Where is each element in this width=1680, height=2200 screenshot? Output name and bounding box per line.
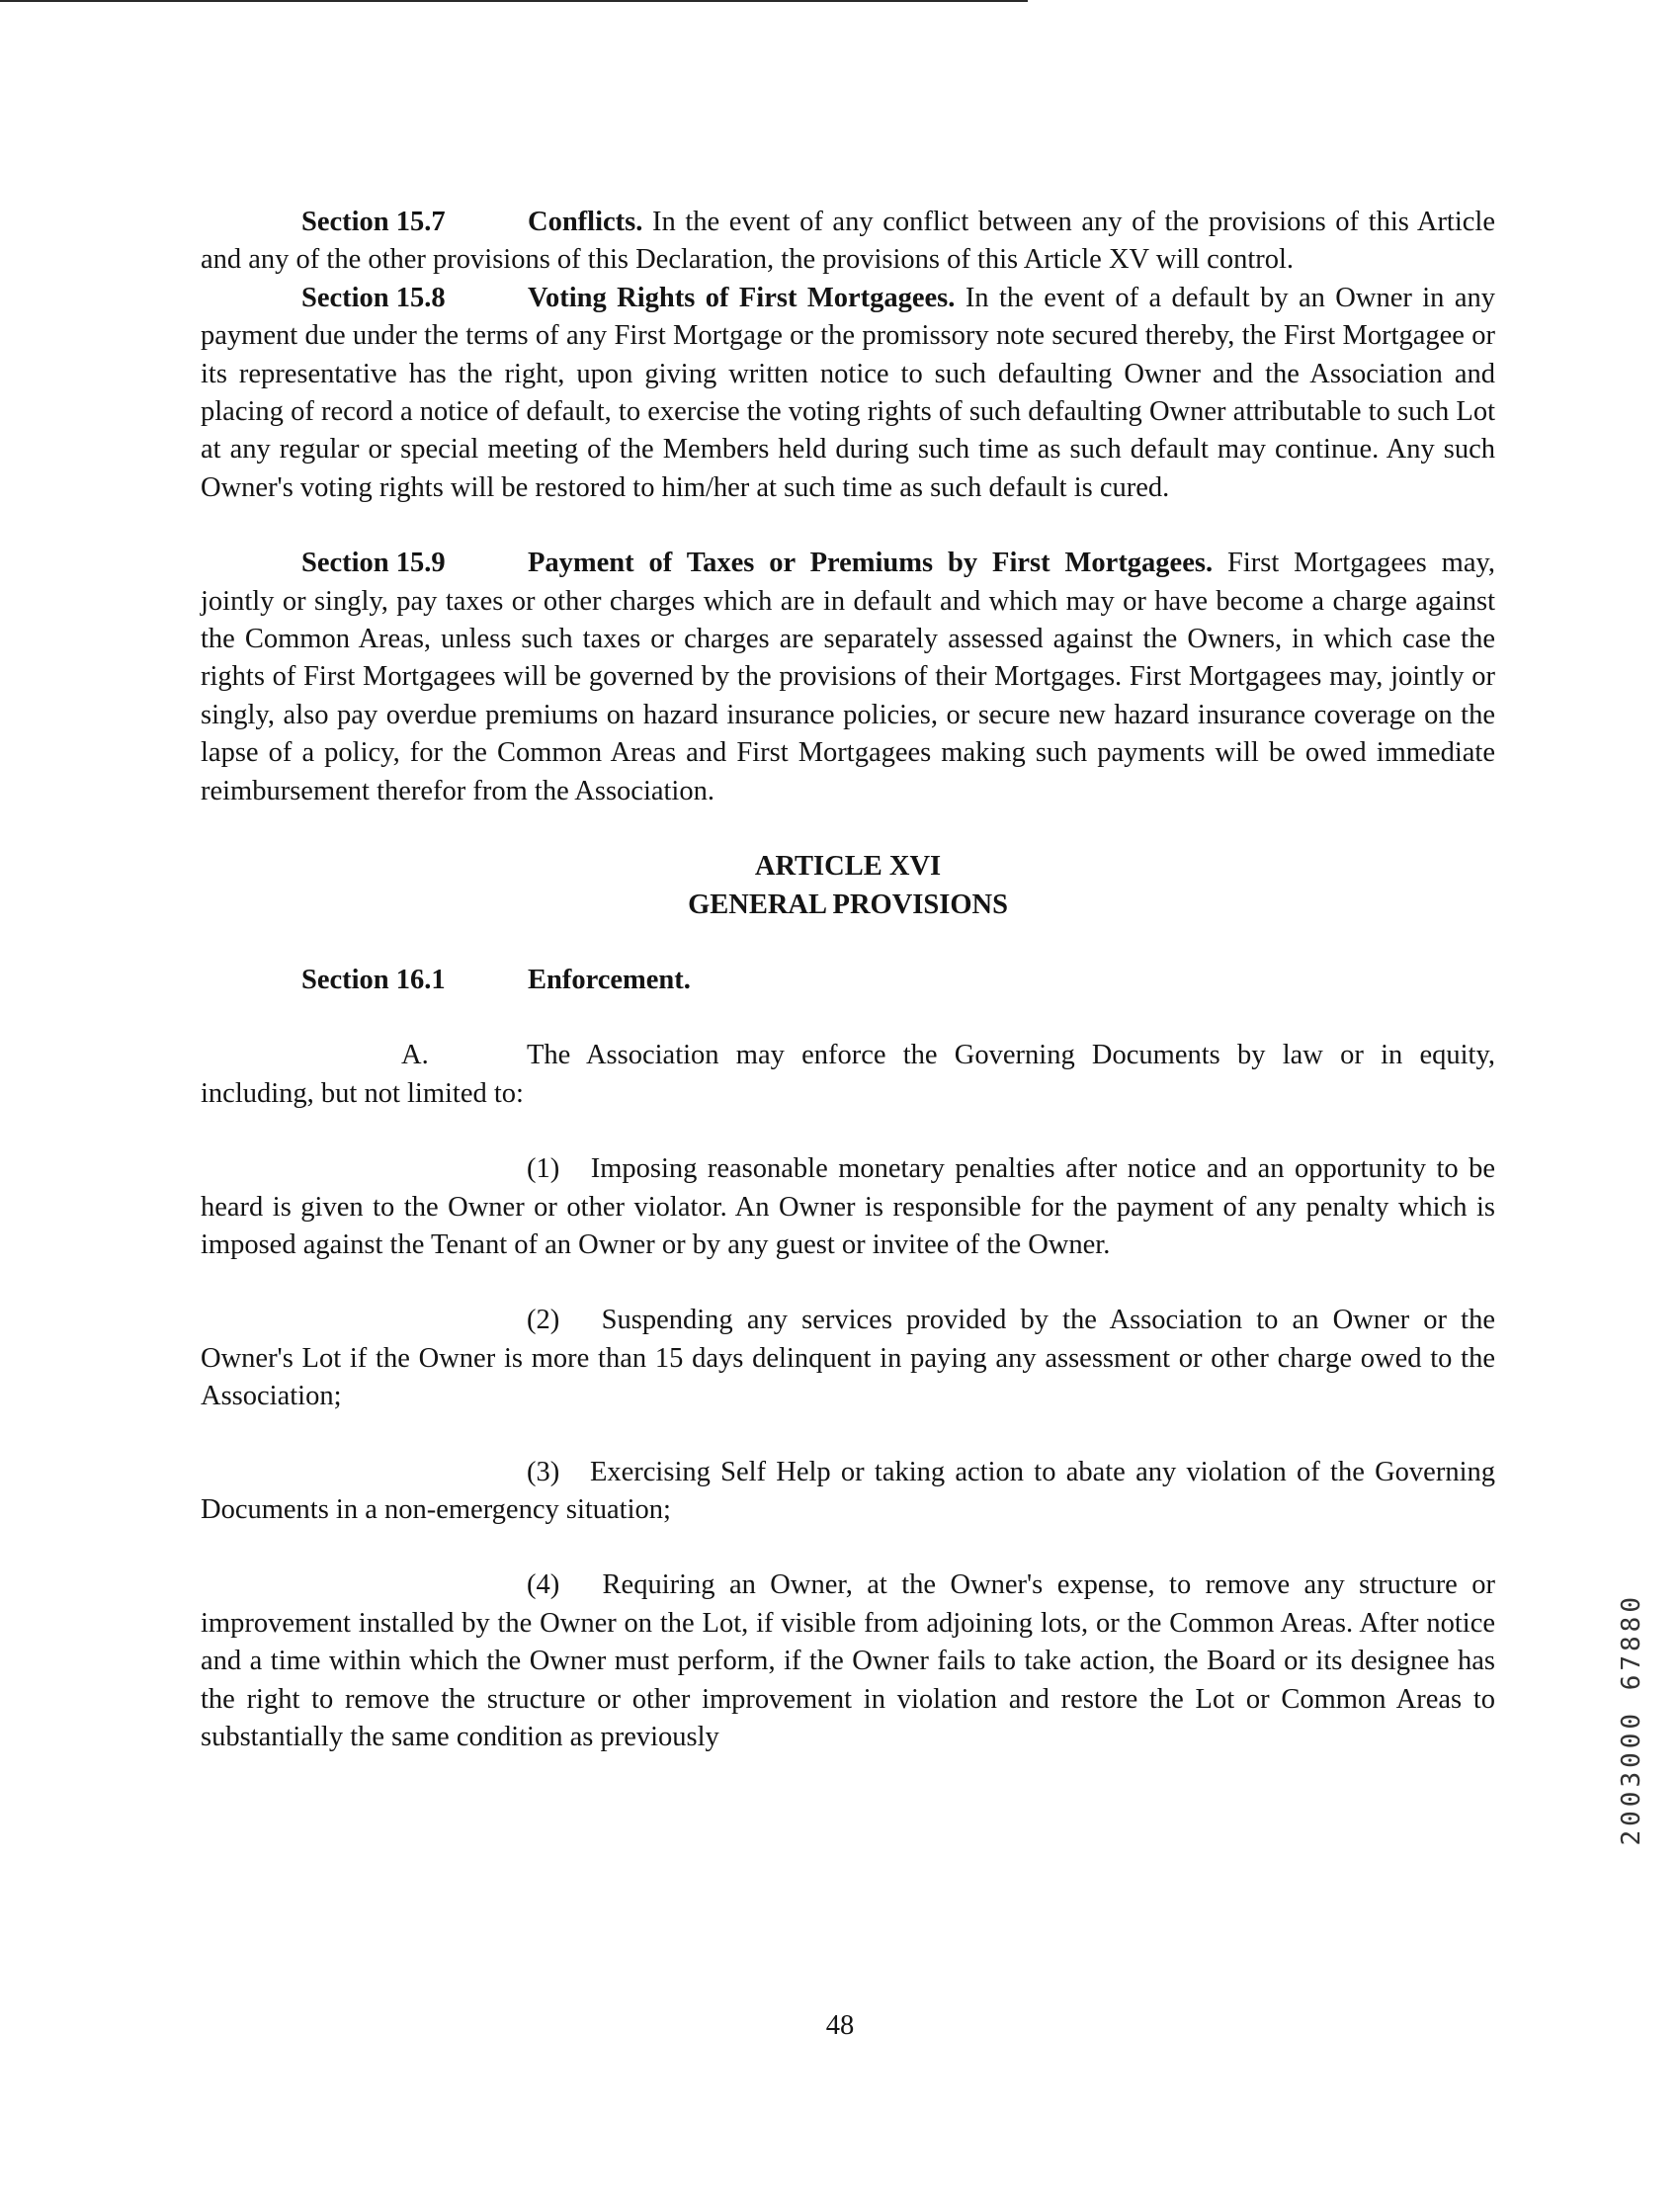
section-title: Payment of Taxes or Premiums by First Mortgagees.: [528, 548, 1214, 579]
item-label: (4): [527, 1569, 560, 1601]
section-16-1-heading: [201, 962, 1495, 999]
enforcement-item-1: [201, 1150, 1495, 1264]
article-heading: [201, 848, 1495, 924]
section-number: Section 16.1: [301, 964, 446, 995]
section-15-7: [201, 204, 1495, 280]
item-label: (1): [527, 1153, 560, 1185]
subsection-label: A.: [401, 1040, 429, 1071]
item-text: Exercising Self Help or taking action to abate any violation of the Governing Documents in a non-emergency situation;: [201, 1456, 1495, 1525]
section-body: In the event of a default by an Owner in any payment due under the terms of any First Mortgage or the promissory note secured thereby, the First Mortgagee or its representative has the right, upon giving written notice to such defaulting Owner and the Association and placing of record a notice of default, to exercise the voting rights of such defaulting Owner attributable to such Lot at any regular or special meeting of the Members held during such time as such default may continue. Any such Owner's voting rights will be restored to him/her at such time as such default is cured.: [201, 282, 1495, 503]
section-title: Enforcement.: [528, 964, 691, 995]
section-15-8: [201, 280, 1495, 507]
section-body: In the event of any conflict between any of the provisions of this Article and any of the other provisions of this Declaration, the provisions of this Article XV will control.: [201, 207, 1495, 276]
section-title: Voting Rights of First Mortgagees.: [528, 282, 956, 313]
subsection-a: [201, 1037, 1495, 1113]
document-page: [201, 204, 1495, 1756]
enforcement-item-4: [201, 1566, 1495, 1756]
scan-edge-line: [0, 0, 1028, 2]
item-label: (2): [527, 1305, 560, 1336]
item-label: (3): [527, 1456, 560, 1487]
section-number: Section 15.7: [301, 207, 446, 237]
section-body: First Mortgagees may, jointly or singly, pay taxes or other charges which are in default and which may or have become a charge against the Common Areas, unless such taxes or charges are separately assessed against the Owners, in which case the rights of First Mortgagees will be governed by the provisions of their Mortgages. First Mortgagees may, jointly or singly, also pay overdue premiums on hazard insurance policies, or secure new hazard insurance coverage on the lapse of a policy, for the Common Areas and First Mortgagees making such payments will be owed immediate reimbursement therefor from the Association.: [201, 548, 1495, 806]
item-text: Suspending any services provided by the Association to an Owner or the Owner's Lot if the Owner is more than 15 days delinquent in paying any assessment or other charge owed to the Association;: [201, 1305, 1495, 1412]
page-number: 48: [825, 2010, 855, 2041]
section-number: Section 15.8: [301, 282, 446, 313]
item-text: Requiring an Owner, at the Owner's expense, to remove any structure or improvement installed by the Owner on the Lot, if visible from adjoining lots, or the Common Areas. After notice and a time within which the Owner must perform, if the Owner fails to take action, the Board or its designee has the right to remove the structure or other improvement in violation and restore the Lot or Common Areas to substantially the same condition as previously: [201, 1569, 1495, 1752]
item-text: Imposing reasonable monetary penalties after notice and an opportunity to be heard is given to the Owner or other violator. An Owner is responsible for the payment of any penalty which is imposed against the Tenant of an Owner or by any guest or invitee of the Owner.: [201, 1153, 1496, 1260]
section-15-9: [201, 545, 1495, 810]
recording-stamp: 2003000 67880: [1617, 1593, 1646, 1846]
section-number: Section 15.9: [301, 548, 446, 579]
enforcement-item-2: [201, 1302, 1495, 1415]
enforcement-item-3: [201, 1454, 1495, 1530]
section-title: Conflicts.: [528, 207, 643, 237]
subsection-text: The Association may enforce the Governing Documents by law or in equity, including, but not limited to:: [201, 1040, 1495, 1109]
article-title: GENERAL PROVISIONS: [688, 888, 1008, 920]
article-number: ARTICLE XVI: [754, 851, 942, 883]
